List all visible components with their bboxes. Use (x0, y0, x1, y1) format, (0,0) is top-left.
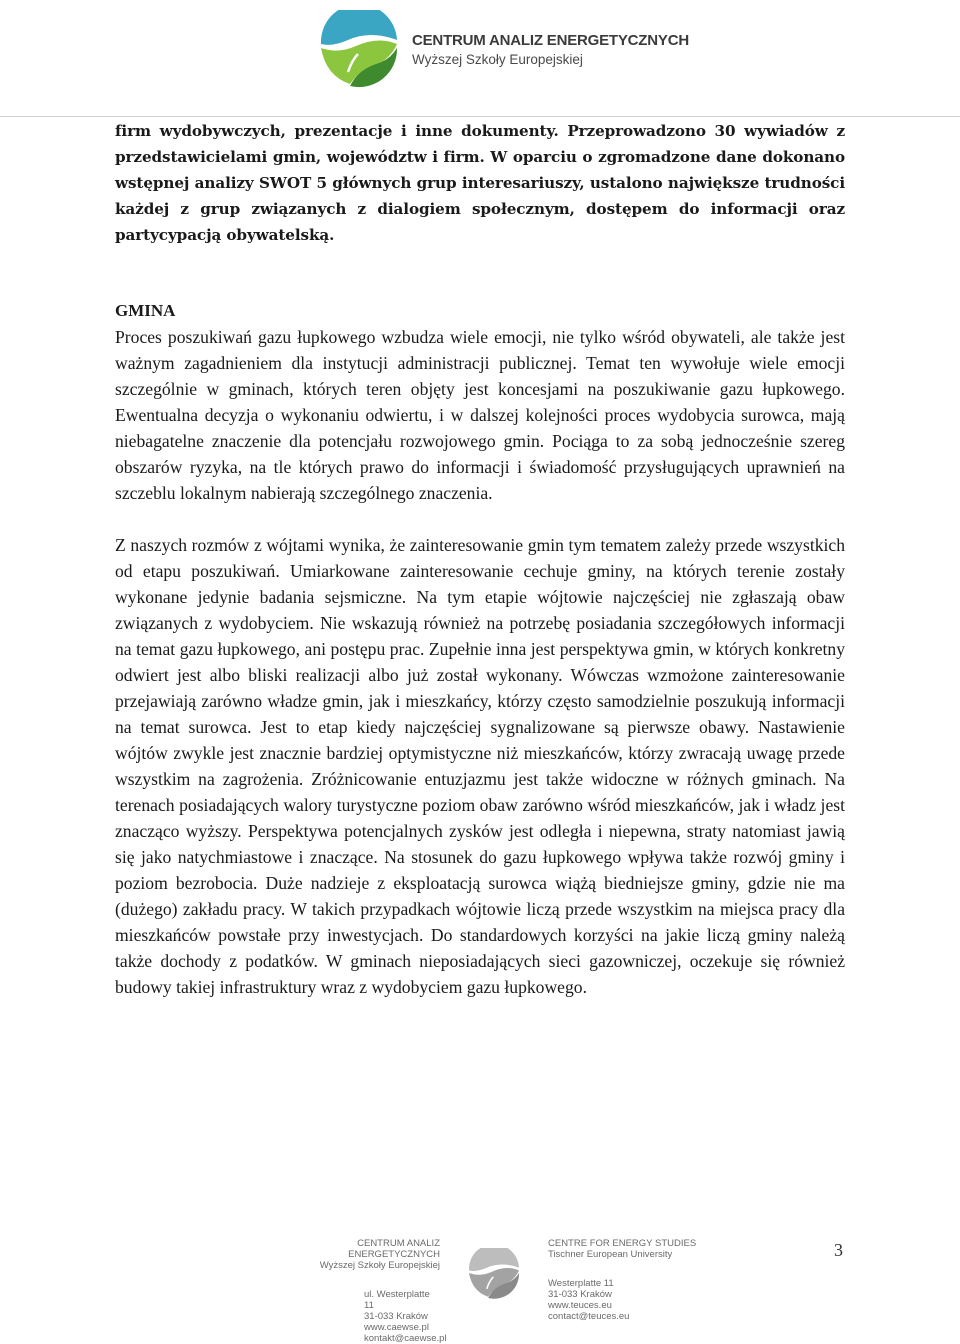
footer-right-street: Westerplatte 11 (548, 1278, 614, 1289)
intro-paragraph: firm wydobywczych, prezentacje i inne dokumenty. Przeprowadzono 30 wywiadów z przedstawicielami gmin, województw i firm. W oparciu o zgromadzone dane dokonano wstępnej analizy SWOT 5 głównych grup interesariuszy, ustalono największe trudności każdej z grup związanych z dialogiem społecznym, dostępem do informacji oraz partycypacją obywatelską. (115, 122, 845, 244)
document-body (115, 118, 845, 1000)
footer-english-contact (548, 1238, 728, 1322)
header-title: CENTRUM ANALIZ ENERGETYCZNYCH (412, 32, 689, 49)
footer-left-title: CENTRUM ANALIZ ENERGETYCZNYCH (348, 1238, 440, 1260)
header-subtitle: Wyższej Szkoły Europejskiej (412, 52, 583, 67)
header-divider (0, 116, 960, 117)
footer-right-city: 31-033 Kraków (548, 1289, 612, 1300)
page-number: 3 (834, 1240, 843, 1260)
body-paragraph-2: Z naszych rozmów z wójtami wynika, że zainteresowanie gmin tym tematem zależy przede wszystkich od etapu poszukiwań. Umiarkowane zainteresowanie cechuje gminy, na których terenie zostały wykonane jedynie badania sejsmiczne. Na tym etapie wójtowie najczęściej nie zgłaszają obaw związanych z wydobyciem. Nie wskazują również na potrzebę posiadania szczegółowych informacji na temat gazu łupkowego, ani postępu prac. Zupełnie inna jest perspektywa gmin, w których konkretny odwiert jest albo bliski realizacji albo już został wykonany. Wówczas wzmożone zainteresowanie przejawiają zarówno władze gmin, jak i mieszkańcy, którzy często samodzielnie poszukują informacji na temat surowca. Jest to etap kiedy najczęściej sygnalizowane są pierwsze obawy. Nastawienie wójtów zwykle jest znacznie bardziej optymistyczne niż mieszkańców, którzy zwracają uwagę przede wszystkim na zagrożenia. Zróżnicowanie entuzjazmu jest także widoczne w różnych gminach. Na terenach posiadających walory turystyczne poziom obaw zarówno wśród mieszkańców, jak i władz jest znacząco wyższy. Perspektywa potencjalnych zysków jest odległa i niepewna, straty natomiast jawią się jako natychmiastowe i znaczące. Na stosunek do gazu łupkowego wpływa także rozwój gminy i poziom bezrobocia. Duże nadzieje z eksploatacją surowca wiążą biedniejsze gminy, gdzie nie ma (dużego) zakładu pracy. W takich przypadkach wójtowie liczą przede wszystkim na miejsca pracy dla mieszkańców powstałe przy inwestycjach. Do standardowych korzyści na jakie liczą gminy należą także dochody z podatków. W gminach nieposiadających sieci gazowniczej, oczekuje się również budowy takiej infrastruktury wraz z wydobyciem gazu łupkowego. (115, 535, 845, 997)
footer-left-email[interactable]: kontakt@caewse.pl (364, 1333, 447, 1344)
footer-left-address (282, 1289, 447, 1344)
page-header (0, 0, 960, 118)
footer-right-title: CENTRE FOR ENERGY STUDIES (548, 1238, 697, 1249)
footer-right-website[interactable]: www.teuces.eu (548, 1300, 612, 1311)
caewse-logo-icon (318, 10, 400, 92)
footer-left-street: ul. Westerplatte 11 (364, 1289, 430, 1311)
section-heading: GMINA (115, 301, 176, 320)
footer-right-subtitle: Tischner European University (548, 1249, 673, 1260)
body-paragraph-1: Proces poszukiwań gazu łupkowego wzbudza wiele emocji, nie tylko wśród obywateli, ale także jest ważnym zagadnieniem dla instytucji administracji publicznej. Temat ten wywołuje wiele emocji szczególnie w gminach, których teren objęty jest koncesjami na poszukiwanie gazu łupkowego. Ewentualna decyzja o wykonaniu odwiertu, i w dalszej kolejności proces wydobycia surowca, mają niebagatelne znaczenie dla potencjału rozwojowego gmin. Pociąga to za sobą jednocześnie szereg obszarów ryzyka, na tle których prawo do informacji i świadomość przysługujących uprawnień na szczeblu lokalnym nabierają szczególnego znaczenia. (115, 327, 845, 503)
footer-polish-contact (282, 1238, 447, 1344)
footer-right-address (548, 1278, 728, 1322)
caewse-logo-gray-icon (467, 1248, 521, 1302)
footer-left-website[interactable]: www.caewse.pl (364, 1322, 429, 1333)
footer-left-subtitle: Wyższej Szkoły Europejskiej (319, 1260, 440, 1271)
page-footer (0, 1230, 960, 1344)
footer-right-email[interactable]: contact@teuces.eu (548, 1311, 630, 1322)
footer-left-city: 31-033 Kraków (364, 1311, 428, 1322)
